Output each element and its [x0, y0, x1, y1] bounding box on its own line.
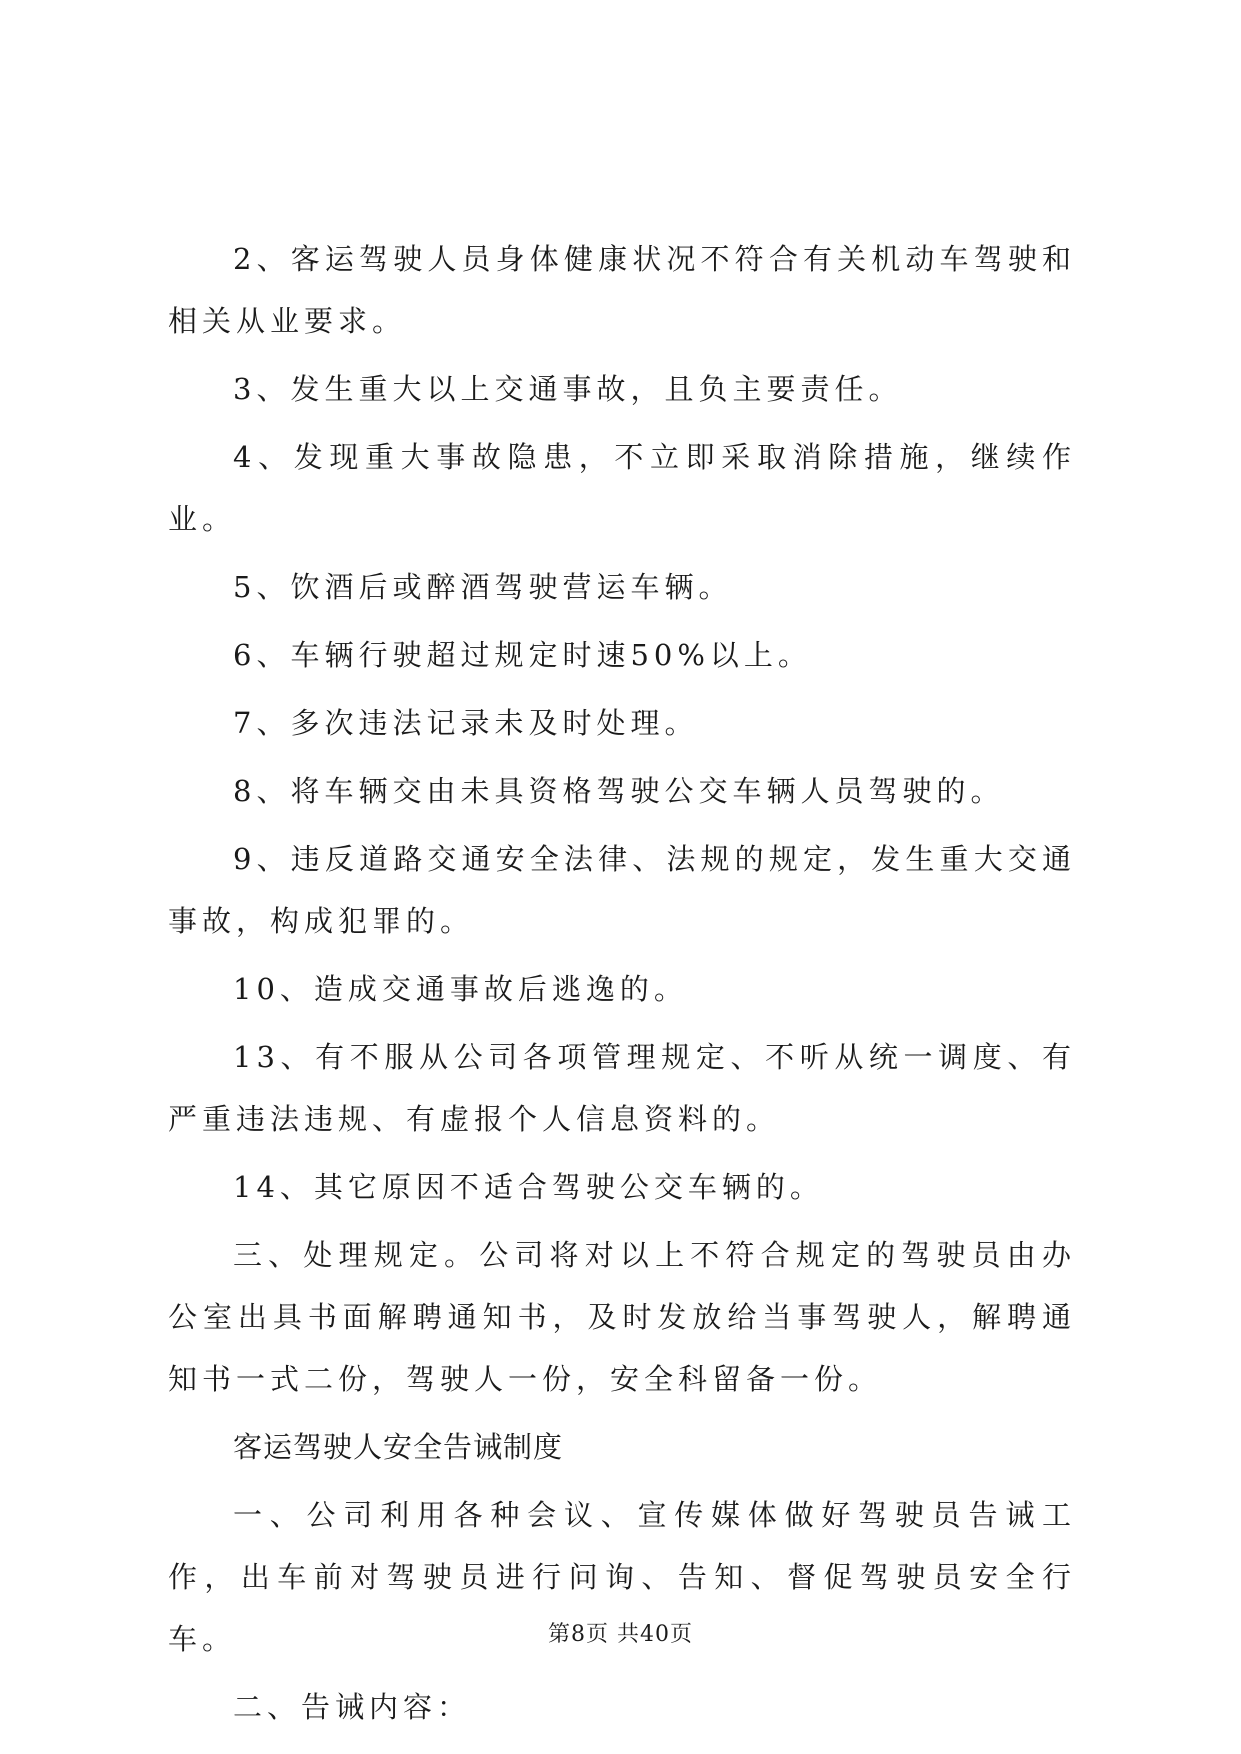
document-body [168, 228, 1076, 1744]
paragraph-item-3: 3、发生重大以上交通事故，且负主要责任。 [233, 372, 903, 406]
paragraph-item-5: 5、饮酒后或醉酒驾驶营运车辆。 [233, 570, 733, 604]
paragraph-warning-work: 一、公司利用各种会议、宣传媒体做好驾驶员告诫工作，出车前对驾驶员进行问询、告知、督促驾驶员安全行车。 [168, 1498, 1076, 1656]
paragraph-item-7: 7、多次违法记录未及时处理。 [233, 706, 699, 740]
paragraph-item-6: 6、车辆行驶超过规定时速50%以上。 [233, 638, 812, 672]
paragraph-item-4: 4、发现重大事故隐患，不立即采取消除措施，继续作业。 [168, 440, 1076, 536]
paragraph-item-14: 14、其它原因不适合驾驶公交车辆的。 [233, 1170, 824, 1204]
section-heading: 客运驾驶人安全告诫制度 [233, 1430, 564, 1464]
paragraph-handling-rules: 三、处理规定。公司将对以上不符合规定的驾驶员由办公室出具书面解聘通知书，及时发放给当事驾驶人，解聘通知书一式二份，驾驶人一份，安全科留备一份。 [168, 1238, 1076, 1396]
paragraph-warning-content: 二、告诫内容： [233, 1690, 472, 1724]
paragraph-item-13: 13、有不服从公司各项管理规定、不听从统一调度、有严重违法违规、有虚报个人信息资料的。 [168, 1040, 1076, 1136]
page-number-footer: 第8页 共40页 [548, 1622, 693, 1647]
paragraph-item-10: 10、造成交通事故后逃逸的。 [233, 972, 688, 1006]
paragraph-item-9: 9、违反道路交通安全法律、法规的规定，发生重大交通事故，构成犯罪的。 [168, 842, 1076, 938]
paragraph-item-2: 2、客运驾驶人员身体健康状况不符合有关机动车驾驶和相关从业要求。 [168, 242, 1076, 338]
paragraph-item-8: 8、将车辆交由未具资格驾驶公交车辆人员驾驶的。 [233, 774, 1005, 808]
